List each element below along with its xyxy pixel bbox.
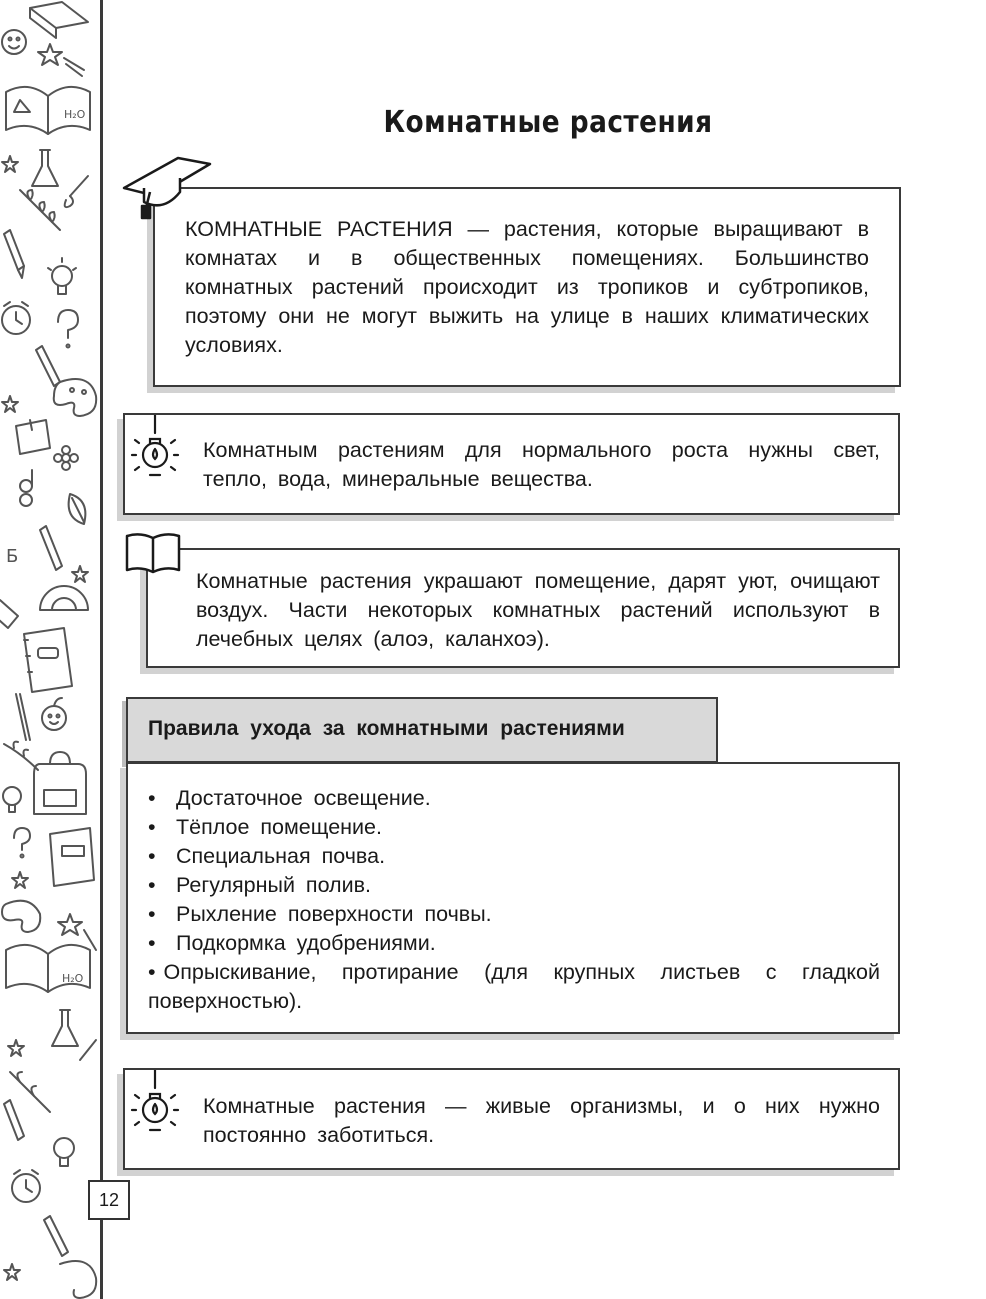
bullet-icon: • [148, 844, 156, 868]
bullet-icon: • [148, 873, 156, 897]
list-item: • Опрыскивание, протирание (для крупных листьев с гладкой поверхностью). [148, 960, 880, 1013]
flask-icon [32, 150, 58, 186]
list-item: • Достаточное освещение. [148, 784, 880, 813]
note-icon [16, 420, 50, 454]
lightbulb-icon [3, 787, 21, 812]
question-icon [14, 828, 30, 858]
flower-icon [54, 446, 78, 470]
graduation-cap-icon [120, 152, 215, 222]
lightbulb-icon [130, 1070, 180, 1142]
open-book-icon [6, 87, 90, 134]
fact-box-3 [123, 1068, 900, 1170]
list-item: • Регулярный полив. [148, 871, 880, 900]
rules-list [148, 784, 880, 1016]
lightbulb-icon [130, 415, 180, 487]
open-book-icon [6, 945, 90, 992]
list-item: • Специальная почва. [148, 842, 880, 871]
flask-icon [52, 1010, 78, 1046]
page-number: 12 [88, 1180, 130, 1220]
music-note-icon [20, 470, 32, 506]
fact-2-text: Комнатные растения украшают помещение, дарят уют, очищают воздух. Части некоторых комнатных растений используют в лечебных целях (алоэ, каланхоэ). [196, 569, 880, 651]
leaf-icon [4, 742, 38, 770]
rules-header [126, 697, 718, 763]
bullet-icon: • [148, 931, 156, 955]
fact-box-2 [146, 548, 900, 668]
bullet-icon: • [148, 786, 156, 810]
bullet-icon: • [148, 815, 156, 839]
leaf-icon [10, 1072, 50, 1112]
list-item: • Подкормка удобрениями. [148, 929, 880, 958]
alarm-clock-icon [12, 1170, 40, 1202]
bullet-icon: • [148, 902, 156, 926]
pen-icon [16, 694, 30, 740]
pencil-icon [36, 346, 60, 386]
fact-3-text: Комнатные растения — живые организмы, и о них нужно постоянно заботиться. [203, 1094, 880, 1147]
page-title: Комнатные растения [383, 105, 713, 140]
pencil-icon [4, 1100, 24, 1140]
backpack-icon [34, 752, 86, 814]
book-icon [30, 2, 88, 38]
star-icon [4, 1264, 20, 1280]
brush-icon [65, 176, 88, 207]
apple-icon [42, 698, 66, 730]
doodle-side-strip [0, 0, 103, 1299]
fact-1-text: Комнатным растениям для нормального роста нужны свет, тепло, вода, минеральные вещества. [203, 438, 880, 491]
definition-text: КОМНАТНЫЕ РАСТЕНИЯ — растения, которые выращивают в комнатах и в общественных помещениях. Большинство комнатных растений происходит из тропиков и субтропиков, поэтому они не могут выжить на улице в наших климатических условиях. [185, 217, 869, 357]
question-icon [58, 310, 78, 348]
star-icon [8, 1040, 24, 1056]
rules-title: Правила ухода за комнатными растениями [148, 717, 625, 740]
letter-icon: Б [6, 546, 19, 567]
pencil-icon [40, 526, 62, 570]
star-icon [2, 156, 18, 172]
svg-text:H₂O: H₂O [62, 972, 84, 985]
ruler-icon [40, 586, 88, 610]
lightbulb-icon [48, 258, 76, 294]
palette-icon [60, 1261, 96, 1298]
star-icon [38, 44, 84, 76]
list-item: • Тёплое помещение. [148, 813, 880, 842]
alarm-clock-icon [2, 302, 30, 334]
svg-text:H₂O: H₂O [64, 108, 86, 121]
palette-icon [54, 379, 96, 416]
palette-icon [2, 901, 40, 932]
book-icon [50, 828, 94, 886]
list-item: • Рыхление поверхности почвы. [148, 900, 880, 929]
open-book-icon [124, 530, 182, 576]
star-icon [12, 872, 28, 888]
pencil-icon [4, 230, 24, 278]
bullet-icon: • [148, 960, 156, 984]
definition-box [153, 187, 901, 387]
leaf-icon [69, 494, 86, 524]
fact-box-1 [123, 413, 900, 515]
pencil-icon [44, 1216, 68, 1256]
lightbulb-icon [54, 1138, 74, 1166]
rules-box [126, 762, 900, 1034]
leaf-icon [20, 190, 60, 230]
star-icon [2, 396, 18, 412]
ruler-icon [0, 600, 18, 628]
star-icon [72, 566, 88, 582]
brush-icon [80, 1040, 96, 1060]
notebook-icon [24, 628, 72, 692]
smiley-icon [2, 30, 26, 54]
